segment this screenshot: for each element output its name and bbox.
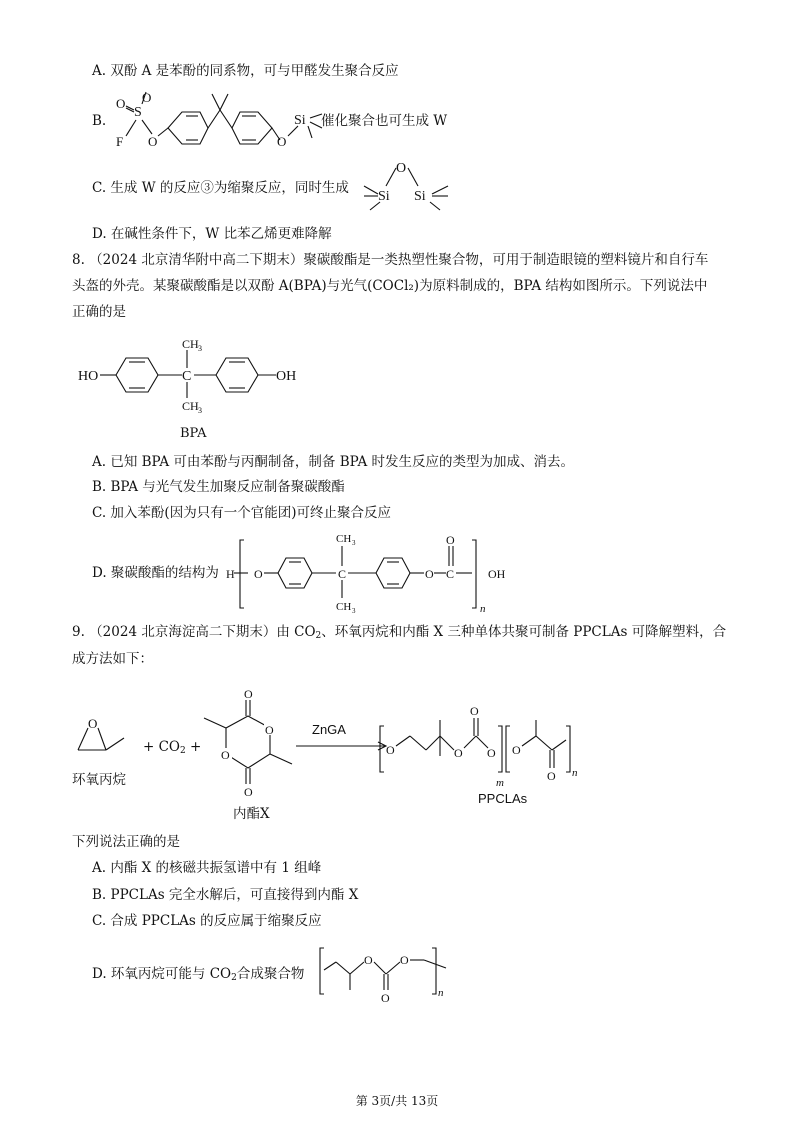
q9-option-b: B. PPCLAs 完全水解后，可直接得到内酯 X	[92, 887, 359, 903]
atom-si: Si	[378, 189, 390, 204]
epoxide-structure	[68, 714, 138, 764]
ppclas-label: PPCLAs	[478, 791, 528, 806]
atom-o: O	[381, 991, 390, 1005]
ppclas-structure	[370, 702, 610, 792]
q8-stem-line3: 正确的是	[72, 304, 126, 320]
atom-o: O	[446, 533, 455, 547]
svg-text:3: 3	[352, 539, 356, 547]
svg-text:3: 3	[198, 344, 202, 353]
atom-o: O	[425, 567, 434, 581]
atom-o: O	[400, 953, 409, 967]
q7-option-c-structure	[362, 158, 452, 214]
atom-o: O	[116, 96, 126, 111]
q7-option-a: A. 双酚 A 是苯酚的同系物，可与甲醛发生聚合反应	[92, 63, 399, 79]
atom-c: C	[338, 567, 347, 581]
polycarbonate-structure	[226, 532, 526, 616]
atom-o: O	[454, 746, 463, 760]
atom-o: O	[265, 723, 274, 737]
atom-o: O	[142, 90, 152, 105]
q8-stem-line2: 头盔的外壳。某聚碳酸酯是以双酚 A(BPA)与光气(COCl₂)为原料制成的，BPA 结构如图所示。下列说法中	[72, 278, 708, 294]
atom-o: O	[244, 785, 253, 799]
q9-option-c: C. 合成 PPCLAs 的反应属于缩聚反应	[92, 913, 322, 929]
subscript-m: m	[496, 777, 504, 789]
q8-option-c: C. 加入苯酚(因为只有一个官能团)可终止聚合反应	[92, 505, 391, 521]
atom-oh: OH	[488, 567, 506, 581]
atom-si: Si	[294, 113, 306, 128]
atom-o: O	[487, 746, 496, 760]
q9-stem-line2: 成方法如下：	[72, 651, 153, 667]
q8-option-b: B. BPA 与光气发生加聚反应制备聚碳酸酯	[92, 479, 345, 495]
q7-option-b-text: 催化聚合也可生成 W	[321, 113, 448, 129]
lactone-x-structure	[196, 684, 306, 804]
atom-o: O	[470, 704, 479, 718]
q7-option-c-text: C. 生成 W 的反应③为缩聚反应，同时生成	[92, 180, 349, 196]
atom-c: C	[446, 567, 455, 581]
subscript-n: n	[480, 603, 486, 615]
subscript-n: n	[572, 767, 578, 779]
atom-si: Si	[414, 189, 426, 204]
atom-oh: OH	[276, 369, 297, 384]
atom-o: O	[396, 161, 407, 176]
q9-option-d-polymer	[318, 940, 458, 1006]
atom-o: O	[512, 743, 521, 757]
page-footer: 第 3页/共 13页	[355, 1094, 439, 1108]
methyl-bottom: CH	[336, 601, 352, 613]
atom-c: C	[182, 369, 192, 384]
q9-ask: 下列说法正确的是	[72, 834, 180, 850]
svg-text:3: 3	[352, 607, 356, 615]
q9-stem-line1: 9. （2024 北京海淀高二下期末）由 $CO_2$、环氧丙烷和内酯 X 三种单体共聚可制备 PPCLAs 可降解塑料，合	[72, 624, 727, 641]
plus-co2: + $CO_2$ +	[143, 739, 202, 756]
q8-stem-line1: 8. （2024 北京清华附中高二下期末）聚碳酸酯是一类热塑性聚合物，可用于制造眼镜的塑料镜片和自行车	[72, 252, 709, 268]
atom-f: F	[116, 134, 124, 149]
atom-o: O	[88, 716, 98, 731]
q7-option-d: D. 在碱性条件下，W 比苯乙烯更难降解	[92, 226, 332, 242]
catalyst-label: ZnGA	[312, 722, 346, 737]
subscript-n: n	[438, 987, 444, 999]
atom-o: O	[277, 134, 287, 149]
atom-s: S	[134, 105, 142, 120]
atom-o: O	[148, 134, 158, 149]
atom-o: O	[547, 769, 556, 783]
q7-option-b-letter: B.	[92, 113, 107, 129]
atom-o: O	[386, 743, 395, 757]
atom-ho: HO	[78, 369, 99, 384]
atom-o: O	[221, 748, 230, 762]
atom-o: O	[364, 953, 373, 967]
q9-option-d-text: D. 环氧丙烷可能与 $CO_2$合成聚合物	[92, 966, 305, 983]
methyl-top: CH	[336, 533, 352, 545]
q8-option-d-text: D. 聚碳酸酯的结构为	[92, 565, 219, 581]
atom-o: O	[254, 567, 263, 581]
atom-h: H	[226, 567, 235, 581]
q8-option-a: A. 已知 BPA 可由苯酚与丙酮制备，制备 BPA 时发生反应的类型为加成、消去。	[92, 454, 575, 470]
atom-o: O	[244, 687, 253, 701]
q9-option-a: A. 内酯 X 的核磁共振氢谱中有 1 组峰	[92, 860, 322, 876]
svg-text:3: 3	[198, 406, 202, 415]
methyl-bottom: CH	[182, 399, 199, 413]
epoxide-label: 环氧丙烷	[72, 772, 126, 788]
lactone-x-label: 内酯X	[233, 806, 270, 822]
bpa-label: BPA	[180, 426, 207, 441]
methyl-top: CH	[182, 337, 199, 351]
